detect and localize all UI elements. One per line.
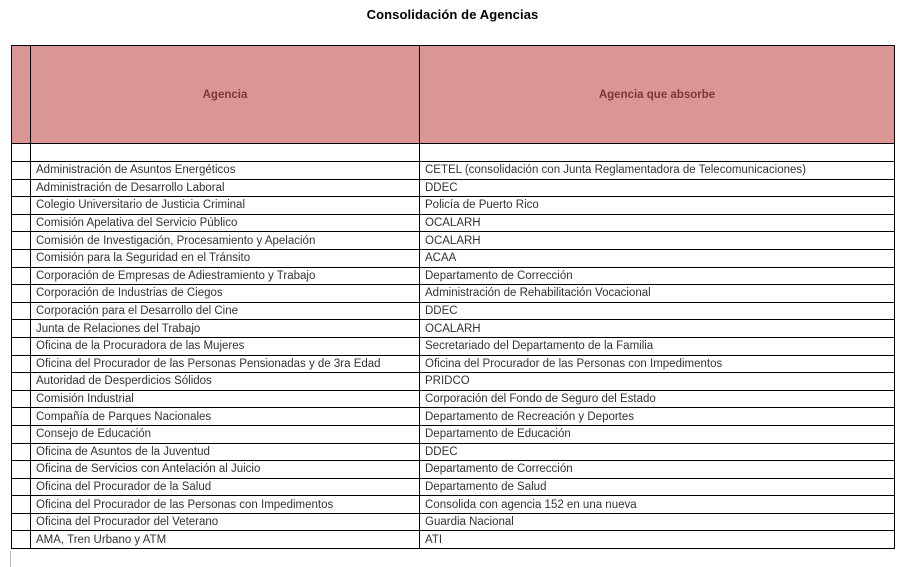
row-marker-cell — [12, 179, 31, 197]
row-marker-cell — [12, 390, 31, 408]
row-marker-cell — [12, 478, 31, 496]
row-marker-cell — [12, 232, 31, 250]
agencia-cell: Oficina del Procurador de la Salud — [31, 478, 420, 496]
row-marker-cell — [12, 267, 31, 285]
agencia-cell: Corporación para el Desarrollo del Cine — [31, 302, 420, 320]
row-marker-cell — [12, 461, 31, 479]
row-marker-cell — [12, 302, 31, 320]
row-marker-cell — [12, 337, 31, 355]
absorbe-cell: Policía de Puerto Rico — [420, 197, 895, 215]
row-marker-cell — [12, 162, 31, 180]
column-header-agencia: Agencia — [31, 46, 420, 144]
agencia-cell: Colegio Universitario de Justicia Criminal — [31, 197, 420, 215]
absorbe-cell: OCALARH — [420, 320, 895, 338]
table-row — [12, 513, 895, 531]
spacer-agencia-cell — [31, 144, 420, 162]
agencia-cell: Oficina de la Procuradora de las Mujeres — [31, 337, 420, 355]
absorbe-cell: OCALARH — [420, 232, 895, 250]
page-title: Consolidación de Agencias — [366, 7, 539, 22]
absorbe-cell: DDEC — [420, 443, 895, 461]
row-marker-cell — [12, 513, 31, 531]
table-row — [12, 302, 895, 320]
agencia-cell: Corporación de Empresas de Adiestramiento y Trabajo — [31, 267, 420, 285]
absorbe-cell: Departamento de Recreación y Deportes — [420, 408, 895, 426]
agencia-cell: Oficina del Procurador de las Personas Pensionadas y de 3ra Edad — [31, 355, 420, 373]
absorbe-cell: DDEC — [420, 302, 895, 320]
agencia-cell: Compañía de Parques Nacionales — [31, 408, 420, 426]
table-row — [12, 425, 895, 443]
table-header-row — [12, 46, 895, 144]
absorbe-cell: CETEL (consolidación con Junta Reglamentadora de Telecomunicaciones) — [420, 162, 895, 180]
row-marker-cell — [12, 443, 31, 461]
agencia-cell: Comisión Apelativa del Servicio Público — [31, 214, 420, 232]
table-row — [12, 232, 895, 250]
row-marker-cell — [12, 197, 31, 215]
agencia-cell: Oficina del Procurador del Veterano — [31, 513, 420, 531]
absorbe-cell: Secretariado del Departamento de la Familia — [420, 337, 895, 355]
table-row — [12, 320, 895, 338]
row-marker-cell — [12, 496, 31, 514]
absorbe-cell: Departamento de Salud — [420, 478, 895, 496]
absorbe-cell: DDEC — [420, 179, 895, 197]
absorbe-cell: ATI — [420, 531, 895, 549]
row-marker-cell — [12, 285, 31, 303]
row-marker-cell — [12, 355, 31, 373]
agencia-cell: Oficina de Asuntos de la Juventud — [31, 443, 420, 461]
table-row — [12, 337, 895, 355]
table-row — [12, 478, 895, 496]
agencia-cell: Oficina del Procurador de las Personas con Impedimentos — [31, 496, 420, 514]
absorbe-cell: PRIDCO — [420, 373, 895, 391]
table-row — [12, 285, 895, 303]
absorbe-cell: Corporación del Fondo de Seguro del Estado — [420, 390, 895, 408]
row-marker-cell — [12, 373, 31, 391]
absorbe-cell: Oficina del Procurador de las Personas con Impedimentos — [420, 355, 895, 373]
row-marker-cell — [12, 531, 31, 549]
agencia-cell: Administración de Asuntos Energéticos — [31, 162, 420, 180]
table-row — [12, 373, 895, 391]
spacer-absorbe-cell — [420, 144, 895, 162]
row-marker-cell — [12, 408, 31, 426]
agencia-cell: Oficina de Servicios con Antelación al Juicio — [31, 461, 420, 479]
absorbe-cell: Guardia Nacional — [420, 513, 895, 531]
agencia-cell: Junta de Relaciones del Trabajo — [31, 320, 420, 338]
row-marker-cell — [12, 214, 31, 232]
spacer-marker-cell — [12, 144, 31, 162]
row-marker-cell — [12, 249, 31, 267]
absorbe-cell: Departamento de Corrección — [420, 267, 895, 285]
empty-spacer-row — [12, 144, 895, 162]
agencia-cell: Corporación de Industrias de Ciegos — [31, 285, 420, 303]
agencia-cell: Comisión Industrial — [31, 390, 420, 408]
table-row — [12, 179, 895, 197]
agencia-cell: Comisión de Investigación, Procesamiento y Apelación — [31, 232, 420, 250]
absorbe-cell: ACAA — [420, 249, 895, 267]
table-row — [12, 390, 895, 408]
agencia-cell: Consejo de Educación — [31, 425, 420, 443]
table-row — [12, 249, 895, 267]
gridline-artifact — [10, 551, 11, 567]
table-row — [12, 197, 895, 215]
table-row — [12, 214, 895, 232]
agencia-cell: Comisión para la Seguridad en el Tránsito — [31, 249, 420, 267]
table-row — [12, 496, 895, 514]
agencia-cell: Autoridad de Desperdicios Sólidos — [31, 373, 420, 391]
row-marker-header-cell — [12, 46, 31, 144]
absorbe-cell: Departamento de Corrección — [420, 461, 895, 479]
table-row — [12, 162, 895, 180]
absorbe-cell: Departamento de Educación — [420, 425, 895, 443]
table-row — [12, 531, 895, 549]
row-marker-cell — [12, 425, 31, 443]
table-row — [12, 461, 895, 479]
consolidation-table — [11, 45, 895, 549]
column-header-agencia-que-absorbe: Agencia que absorbe — [420, 46, 895, 144]
absorbe-cell: Consolida con agencia 152 en una nueva — [420, 496, 895, 514]
absorbe-cell: OCALARH — [420, 214, 895, 232]
absorbe-cell: Administración de Rehabilitación Vocacional — [420, 285, 895, 303]
table-row — [12, 408, 895, 426]
table-row — [12, 443, 895, 461]
table-row — [12, 267, 895, 285]
agencia-cell: Administración de Desarrollo Laboral — [31, 179, 420, 197]
row-marker-cell — [12, 320, 31, 338]
table-row — [12, 355, 895, 373]
agencia-cell: AMA, Tren Urbano y ATM — [31, 531, 420, 549]
